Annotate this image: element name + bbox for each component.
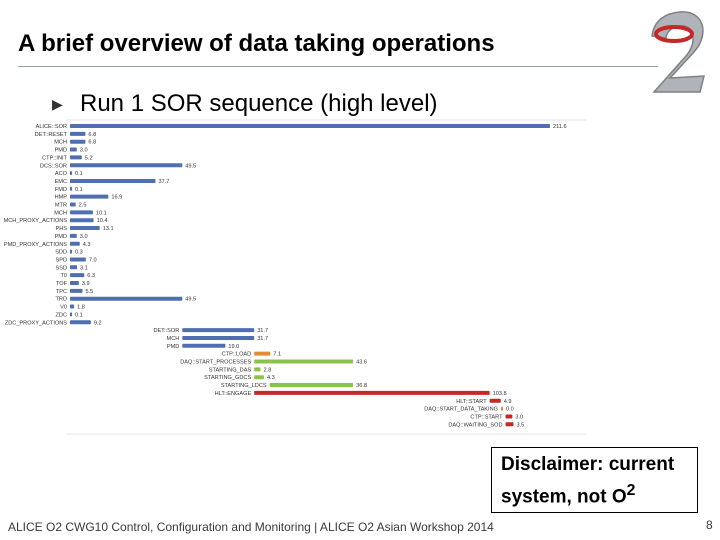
task-value-label: 13.1 xyxy=(102,226,114,233)
task-value-label: 3.1 xyxy=(80,265,88,272)
title-divider xyxy=(18,66,658,67)
disclaimer-line-1: Disclaimer: current xyxy=(501,454,675,475)
task-label: MCH xyxy=(54,210,67,217)
task-label: DET::SOR xyxy=(153,328,180,335)
task-label: SDD xyxy=(55,249,67,256)
task-bar xyxy=(70,203,76,207)
task-bar xyxy=(70,187,72,191)
task-value-label: 49.5 xyxy=(185,163,197,170)
task-label: MCH_PROXY_ACTIONS xyxy=(3,218,67,225)
task-bar xyxy=(490,399,501,403)
task-label: V0 xyxy=(60,304,67,311)
task-bar xyxy=(70,257,86,261)
task-bar xyxy=(254,360,353,364)
task-label: T0 xyxy=(60,273,67,280)
task-label: STARTING_DAS xyxy=(208,367,252,374)
task-bar xyxy=(70,250,72,254)
task-value-label: 49.5 xyxy=(185,296,197,303)
task-label: TRD xyxy=(55,296,67,303)
disclaimer-superscript: 2 xyxy=(626,482,636,499)
task-label: HMP xyxy=(54,194,67,201)
task-bar xyxy=(70,320,91,324)
task-value-label: 43.6 xyxy=(356,359,367,366)
task-bar xyxy=(70,124,550,128)
task-label: CTP::LOAD xyxy=(221,351,252,358)
task-bar xyxy=(70,312,72,316)
task-value-label: 3.0 xyxy=(79,147,88,154)
task-label: MCH xyxy=(54,139,67,146)
slide-title: A brief overview of data taking operations xyxy=(18,30,495,57)
sor-gantt-svg xyxy=(3,118,586,438)
task-label: TPC xyxy=(55,288,67,295)
task-bar xyxy=(70,242,80,246)
task-bar xyxy=(70,305,74,309)
task-value-label: 4.3 xyxy=(82,241,91,248)
task-bar xyxy=(70,148,77,152)
task-bar xyxy=(70,297,182,301)
task-label: CTP::START xyxy=(470,414,503,421)
task-value-label: 3.0 xyxy=(79,233,88,240)
task-value-label: 0.1 xyxy=(75,171,83,178)
task-bar xyxy=(70,179,156,183)
task-value-label: 0.1 xyxy=(75,186,83,193)
task-label: EMC xyxy=(54,178,67,185)
task-value-label: 2.5 xyxy=(78,202,87,209)
task-value-label: 1.8 xyxy=(77,304,85,311)
task-value-label: 31.7 xyxy=(257,328,269,335)
task-bar xyxy=(70,289,82,293)
disclaimer-box xyxy=(491,447,698,513)
task-value-label: 9.2 xyxy=(93,320,102,327)
task-label: DAQ::START_PROCESSES xyxy=(180,359,252,366)
task-bar xyxy=(70,210,93,214)
task-bar xyxy=(70,132,85,136)
task-bar xyxy=(506,414,513,418)
task-label: PHS xyxy=(55,226,67,233)
task-value-label: 0.1 xyxy=(75,312,83,319)
task-value-label: 5.2 xyxy=(84,155,93,162)
task-bar xyxy=(506,422,514,426)
task-label: CTP::INIT xyxy=(42,155,67,162)
task-label: HLT::ENGAGE xyxy=(214,390,252,397)
triangle-bullet-icon: ▶ xyxy=(52,95,63,112)
task-bar xyxy=(182,336,254,340)
task-bar xyxy=(70,155,82,159)
task-value-label: 103.8 xyxy=(492,390,507,397)
task-value-label: 3.5 xyxy=(516,422,525,429)
task-value-label: 2.8 xyxy=(263,367,272,374)
task-bar xyxy=(70,171,72,175)
task-value-label: 3.9 xyxy=(81,281,90,287)
task-bar xyxy=(70,226,100,230)
bullet-text: Run 1 SOR sequence (high level) xyxy=(80,90,438,117)
task-value-label: 6.3 xyxy=(87,273,96,280)
task-value-label: 10.4 xyxy=(96,218,108,225)
task-value-label: 16.9 xyxy=(111,194,123,201)
task-value-label: 7.0 xyxy=(88,257,97,264)
task-label: MCH xyxy=(166,335,180,342)
task-bar xyxy=(254,367,260,371)
task-label: ZDC_PROXY_ACTIONS xyxy=(4,320,67,327)
task-value-label: 0.0 xyxy=(506,406,514,413)
task-value-label: 36.8 xyxy=(356,383,367,390)
task-value-label: 211.6 xyxy=(553,124,567,130)
task-bar xyxy=(70,195,108,199)
task-value-label: 7.1 xyxy=(273,351,282,358)
task-label: DAQ::START_DATA_TAKING xyxy=(424,406,499,413)
task-label: PMD xyxy=(54,233,67,240)
task-label: STARTING_LDCS xyxy=(220,383,267,390)
task-label: HLT::START xyxy=(456,398,487,405)
footer-text: ALICE O2 CWG10 Control, Configuration and Monitoring | ALICE O2 Asian Workshop 2014 xyxy=(8,520,494,534)
task-label: TOF xyxy=(55,281,67,287)
task-bar xyxy=(182,328,254,332)
task-label: ALICE::SOR xyxy=(35,124,67,130)
task-label: DCS::SOR xyxy=(39,163,67,170)
task-label: DET::RESET xyxy=(34,131,67,138)
task-bar xyxy=(70,281,79,285)
bullet-item xyxy=(52,90,438,118)
task-label: SSD xyxy=(55,265,67,272)
task-bar xyxy=(70,163,182,167)
task-bar xyxy=(254,352,270,356)
page-number: 8 xyxy=(706,518,713,532)
task-value-label: 5.5 xyxy=(85,288,94,295)
task-value-label: 31.7 xyxy=(257,335,269,342)
task-value-label: 19.0 xyxy=(228,343,240,350)
task-bar xyxy=(254,375,264,379)
task-label: PMD xyxy=(166,343,180,350)
task-value-label: 0.3 xyxy=(75,249,83,256)
task-label: PMD xyxy=(54,147,67,154)
disclaimer-line-2-text: system, not O xyxy=(501,486,627,508)
task-bar xyxy=(501,407,503,411)
task-bar xyxy=(182,344,225,348)
sor-sequence-chart xyxy=(3,118,586,438)
task-value-label: 37.7 xyxy=(158,178,170,185)
task-bar xyxy=(70,140,85,144)
task-label: PMD_PROXY_ACTIONS xyxy=(3,241,67,248)
task-label: MTR xyxy=(54,202,67,209)
task-bar xyxy=(270,383,353,387)
task-value-label: 6.8 xyxy=(88,139,97,146)
task-label: STARTING_GDCS xyxy=(204,375,252,382)
task-label: ACO xyxy=(54,171,67,178)
disclaimer-line-2 xyxy=(501,478,688,510)
task-value-label: 10.1 xyxy=(95,210,107,217)
task-value-label: 4.9 xyxy=(503,398,512,405)
task-label: DAQ::WAITING_SOD xyxy=(448,422,503,429)
task-value-label: 6.8 xyxy=(88,131,97,138)
task-value-label: 3.0 xyxy=(515,414,524,421)
task-bar xyxy=(70,234,77,238)
task-label: FMD xyxy=(54,186,67,193)
task-bar xyxy=(70,265,77,269)
task-bar xyxy=(70,218,94,222)
task-bar xyxy=(254,391,489,395)
task-label: ZDC xyxy=(55,312,67,319)
task-value-label: 4.3 xyxy=(266,375,275,382)
task-label: SPD xyxy=(55,257,67,264)
task-bar xyxy=(70,273,84,277)
alice-o2-logo-icon xyxy=(640,4,712,96)
